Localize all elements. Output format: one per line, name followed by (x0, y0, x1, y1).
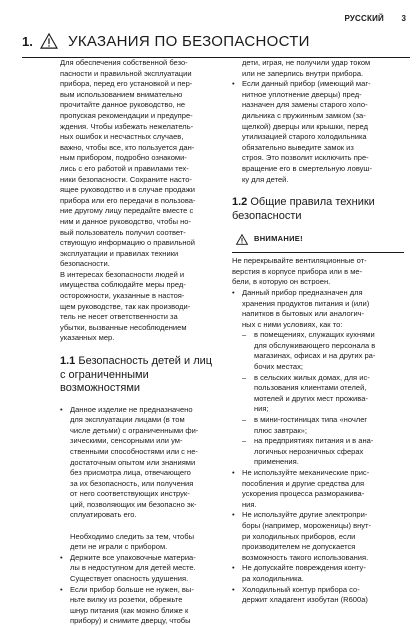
warning-icon (236, 234, 248, 245)
text-line: прибора или его передачи в пользова- (60, 195, 196, 205)
text-line: производителем не допускается (242, 542, 356, 552)
text-line: хранения продуктов питания и (или) (242, 298, 370, 308)
text-line: сплуатировать его. (70, 510, 137, 520)
text-line: осторожности, указанные в настоя- (60, 291, 185, 301)
text-line: за их безопасность, или получения (70, 478, 194, 488)
text-line: В интересах безопасности людей и (60, 269, 185, 279)
ventilation-text (232, 256, 404, 288)
text-line: • Держите все упаковочные материа- (70, 552, 196, 562)
text-line: Для обеспечения собственной безо- (60, 58, 188, 67)
right-column (232, 58, 404, 606)
text-line: ние другому лицу передайте вместе с (60, 206, 194, 216)
list-item (232, 510, 404, 563)
text-line: щем руководстве, так как производи- (60, 301, 191, 311)
page-number: 3 (401, 14, 406, 23)
text-line: ных ошибок и несчастных случаев, (60, 132, 184, 142)
subsection-number: 1.1 (60, 355, 76, 368)
text-line: ствующую информацию о правильной (60, 238, 195, 248)
text-line: щелкой) дверцы или крышки, перед (242, 121, 368, 131)
door-lock-list (232, 79, 404, 185)
text-line: для обслуживающего персонала в (254, 340, 376, 350)
text-line: дильника с пружинным замком (за- (242, 110, 366, 120)
text-line: пасности и правильной эксплуатации (60, 68, 192, 78)
text-line: ждения. Чтобы избежать нежелатель- (60, 121, 194, 131)
subsection-general-safety (232, 196, 404, 223)
continued-text (232, 58, 404, 79)
warning-label: ВНИМАНИЕ! (254, 233, 303, 243)
text-line: ных с ними условиях, как то: (242, 319, 343, 329)
text-line: шнур питания (как можно ближе к (70, 605, 189, 615)
usage-conditions-list (242, 330, 404, 468)
text-line: дети не играли с прибором. (70, 542, 168, 552)
text-line: обязательно выведите замок из (242, 142, 354, 152)
text-line: Не перекрывайте вентиляционные от- (232, 256, 367, 266)
warning-divider (232, 252, 404, 253)
text-line: строя. Это позволит исключить пре- (242, 153, 369, 163)
text-line: ники безопасности. Сохраните насто- (60, 174, 192, 184)
subsection-title (60, 355, 212, 394)
text-line: ним и данное руководство, чтобы но- (60, 216, 192, 226)
text-line: • Холодильный контур прибора со- (242, 584, 360, 594)
text-line: для эксплуатации лицами (в том (70, 415, 185, 425)
list-item (232, 79, 404, 185)
general-safety-list (232, 288, 404, 606)
text-line: Общие правила техники (250, 196, 375, 209)
text-line: Необходимо следить за тем, чтобы (70, 531, 195, 541)
text-line: ку для детей. (242, 174, 289, 184)
subsection-title (232, 196, 375, 222)
list-item (60, 405, 228, 553)
text-line: Безопасность детей и лиц (78, 355, 213, 368)
text-line: без присмотра лица, отвечающего (70, 468, 191, 478)
section-title: УКАЗАНИЯ ПО БЕЗОПАСНОСТИ (68, 32, 310, 50)
text-line: ньте вилку из розетки, обрежьте (70, 595, 183, 605)
list-item (232, 585, 404, 606)
text-line: зическими, сенсорными или ум- (70, 436, 183, 446)
text-line: – в помещениях, служащих кухнями (254, 330, 375, 340)
text-line: • Если прибор больше не нужен, вы- (70, 584, 194, 594)
text-line: вращение его в смертельную ловуш- (242, 163, 372, 173)
text-line: – на предприятиях питания и в ана- (254, 436, 374, 446)
text-line: логичных нерозничных сферах (254, 446, 364, 456)
text-line: напитков в бытовых или аналогич- (242, 309, 365, 319)
text-line: боры (например, мороженицы) внут- (242, 520, 371, 530)
child-safety-list (60, 405, 228, 627)
intro-paragraph-2 (60, 270, 228, 344)
text-line: Существует опасность удушения. (70, 574, 189, 584)
text-line: держит хладагент изобутан (R600a) (242, 595, 368, 605)
list-item (242, 415, 404, 436)
text-line: безопасности. (60, 259, 110, 269)
text-line: мотелей и других мест прожива- (254, 393, 368, 403)
text-line: ций, позволяющих им безопасно эк- (70, 499, 197, 509)
subsection-child-safety (60, 355, 228, 396)
text-line: имущества соблюдайте меры пред- (60, 280, 186, 290)
text-line: вым использованием внимательно (60, 89, 183, 99)
text-line: ри холодильных приборов, если (242, 531, 356, 541)
intro-paragraph (60, 58, 228, 270)
text-line: эксплуатации и правилах техники (60, 248, 179, 258)
text-line: – в сельских жилых домах, для ис- (254, 372, 370, 382)
text-line: лись с его работой и правилами тех- (60, 163, 189, 173)
text-line: ным прибором, подробно ознакоми- (60, 153, 187, 163)
text-line: возможность такого использования. (242, 552, 369, 562)
text-line: • Не используйте механические прис- (242, 468, 370, 477)
text-line: лы в недоступном для детей месте. (70, 563, 196, 573)
section-number: 1. (22, 33, 33, 49)
text-line: с ограниченными (60, 368, 149, 381)
text-line: ственными способностями или с не- (70, 446, 198, 456)
text-line: • Не допускайте повреждения конту- (242, 563, 366, 573)
list-item (60, 553, 228, 585)
text-line: • Если данный прибор (имеющий маг- (242, 79, 371, 89)
text-line: пособления и другие средства для (242, 478, 365, 488)
text-line: магазинах, офисах и на других ра- (254, 351, 376, 361)
text-line: возможностями (60, 382, 141, 395)
left-column (60, 58, 228, 627)
text-line: верстия в корпусе прибора или в ме- (232, 266, 363, 276)
text-line: ускорения процесса разморажива- (242, 489, 365, 499)
text-line: пользования клиентами отелей, (254, 383, 367, 393)
list-item (242, 373, 404, 415)
text-line: применения. (254, 457, 299, 467)
text-line: важно, чтобы все, кто пользуется дан- (60, 142, 195, 152)
text-line: ящее руководство и в случае продажи (60, 185, 195, 195)
list-item (232, 288, 404, 468)
text-line: бели, в которую он встроен. (232, 277, 331, 287)
text-line: указанных мер. (60, 333, 115, 343)
text-line: числе детьми) с ограниченными фи- (70, 425, 199, 435)
text-line: назначен для замены старого холо- (242, 100, 368, 110)
warning-notice (232, 232, 404, 246)
text-line: от него соответствующих инструк- (70, 489, 190, 499)
text-line: • Данный прибор предназначен для (242, 287, 363, 297)
text-line: бочих местах; (254, 362, 303, 372)
text-line: плюс завтрак»; (254, 425, 307, 435)
list-item (232, 468, 404, 510)
text-line: – в мини-гостиницах типа «ночлег (254, 415, 368, 425)
text-line: прибору) и снимите дверцу, чтобы (70, 616, 191, 626)
text-line: или не заперлись внутри прибора. (242, 68, 364, 78)
list-item (60, 585, 228, 627)
subsection-number: 1.2 (232, 196, 248, 209)
text-line: тель не несет ответственности за (60, 312, 178, 322)
header-language: РУССКИЙ (344, 14, 384, 23)
list-item (242, 330, 404, 372)
text-line: утилизацией старого холодильника (242, 132, 367, 142)
text-line: прочитайте данное руководство, не (60, 100, 186, 110)
text-line: безопасности (232, 209, 302, 222)
text-line: ра холодильника. (242, 573, 304, 583)
text-line: прибора, перед его установкой и пер- (60, 79, 193, 89)
text-line: • Не используйте другие электропри- (242, 510, 368, 520)
text-line: нитное уплотнение дверцы) пред- (242, 89, 362, 99)
list-item (242, 436, 404, 468)
text-line: убытки, вызванные несоблюдением (60, 322, 187, 332)
text-line: дети, играя, не получили удар током (242, 58, 371, 67)
list-item (232, 563, 404, 584)
section-heading (22, 28, 412, 54)
text-line: достаточным опытом или знаниями (70, 457, 196, 467)
warning-icon (40, 33, 58, 49)
text-line: ния. (242, 499, 257, 509)
text-line: ния; (254, 404, 269, 414)
text-line: пропуская рекомендации и предупре- (60, 110, 193, 120)
text-line: • Данное изделие не предназначено (70, 404, 193, 414)
text-line: вый пользователь получил соответ- (60, 227, 186, 237)
